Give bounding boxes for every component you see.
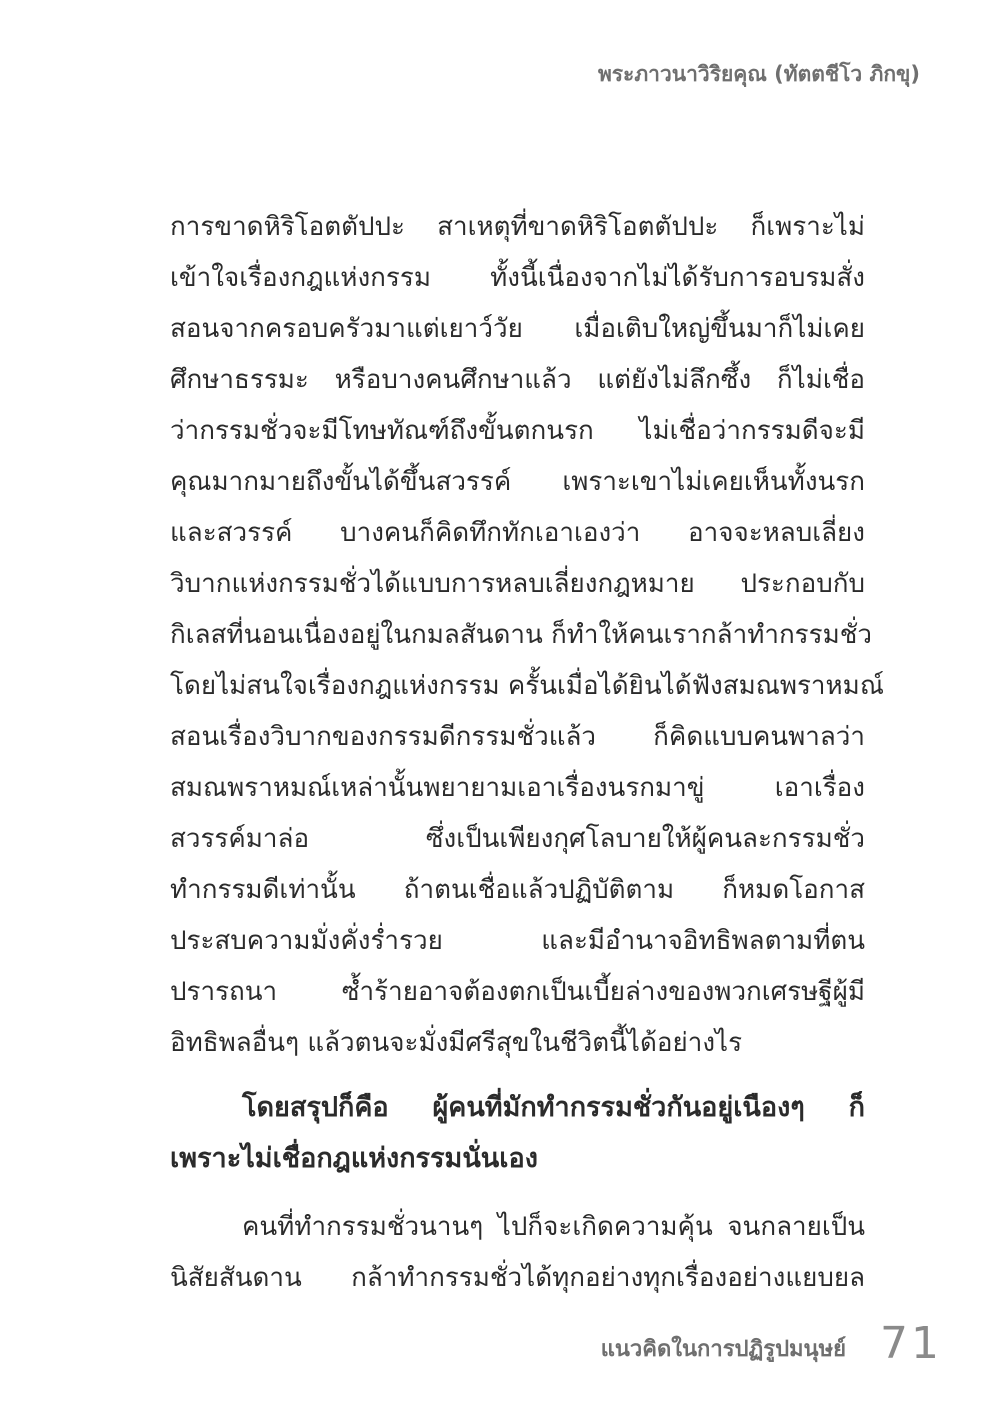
page-footer — [601, 1318, 942, 1369]
text-line: สวรรค์มาล่อ ซึ่งเป็นเพียงกุศโลบายให้ผู้คนละกรรมชั่ว — [170, 824, 865, 854]
summary-line: โดยสรุปก็คือ ผู้คนที่มักทำกรรมชั่วกันอยู่เนืองๆ ก็ — [242, 1092, 865, 1123]
text-line: คนที่ทำกรรมชั่วนานๆ ไปก็จะเกิดความคุ้น จนกลายเป็น — [242, 1212, 865, 1242]
text-line: ว่ากรรมชั่วจะมีโทษทัณฑ์ถึงขั้นตกนรก ไม่เชื่อว่ากรรมดีจะมี — [170, 416, 865, 446]
paragraph-2 — [170, 1202, 865, 1304]
text-line: ศึกษาธรรมะ หรือบางคนศึกษาแล้ว แต่ยังไม่ลึกซึ้ง ก็ไม่เชื่อ — [170, 365, 865, 395]
text-line: วิบากแห่งกรรมชั่วได้แบบการหลบเลี่ยงกฎหมาย ประกอบกับ — [170, 569, 865, 599]
text-line: สมณพราหมณ์เหล่านั้นพยายามเอาเรื่องนรกมาขู่ เอาเรื่อง — [170, 773, 865, 803]
footer-book-title: แนวคิดในการปฏิรูปมนุษย์ — [600, 1337, 846, 1362]
paragraph-1 — [170, 202, 884, 1069]
text-line: ปรารถนา ซ้ำร้ายอาจต้องตกเป็นเบี้ยล่างของพวกเศรษฐีผู้มี — [170, 977, 865, 1007]
text-line: และสวรรค์ บางคนก็คิดทึกทักเอาเองว่า อาจจะหลบเลี่ยง — [170, 518, 865, 548]
text-line: นิสัยสันดาน กล้าทำกรรมชั่วได้ทุกอย่างทุกเรื่องอย่างแยบยล — [170, 1263, 865, 1293]
summary-line: เพราะไม่เชื่อกฎแห่งกรรมนั่นเอง — [170, 1143, 538, 1174]
text-line: สอนจากครอบครัวมาแต่เยาว์วัย เมื่อเติบใหญ่ขึ้นมาก็ไม่เคย — [170, 314, 865, 344]
body-text — [170, 202, 884, 1304]
text-line: ทำกรรมดีเท่านั้น ถ้าตนเชื่อแล้วปฏิบัติตาม ก็หมดโอกาส — [170, 875, 865, 905]
text-line: คุณมากมายถึงขั้นได้ขึ้นสวรรค์ เพราะเขาไม่เคยเห็นทั้งนรก — [170, 467, 865, 497]
text-line: การขาดหิริโอตตัปปะ สาเหตุที่ขาดหิริโอตตัปปะ ก็เพราะไม่ — [170, 212, 865, 242]
text-line: โดยไม่สนใจเรื่องกฎแห่งกรรม ครั้นเมื่อได้ยินได้ฟังสมณพราหมณ์ — [170, 671, 884, 701]
text-line: ประสบความมั่งคั่งร่ำรวย และมีอำนาจอิทธิพลตามที่ตน — [170, 926, 865, 956]
running-header: พระภาวนาวิริยคุณ (ทัตตชีโว ภิกขุ) — [597, 62, 920, 86]
text-line: อิทธิพลอื่นๆ แล้วตนจะมั่งมีศรีสุขในชีวิตนี้ได้อย่างไร — [170, 1028, 743, 1058]
text-line: เข้าใจเรื่องกฎแห่งกรรม ทั้งนี้เนื่องจากไม่ได้รับการอบรมสั่ง — [170, 263, 865, 293]
text-line: สอนเรื่องวิบากของกรรมดีกรรมชั่วแล้ว ก็คิดแบบคนพาลว่า — [170, 722, 865, 752]
page-number: 71 — [880, 1318, 942, 1369]
text-line: กิเลสที่นอนเนื่องอยู่ในกมลสันดาน ก็ทำให้คนเรากล้าทำกรรมชั่ว — [170, 620, 872, 650]
summary-paragraph — [170, 1082, 865, 1184]
